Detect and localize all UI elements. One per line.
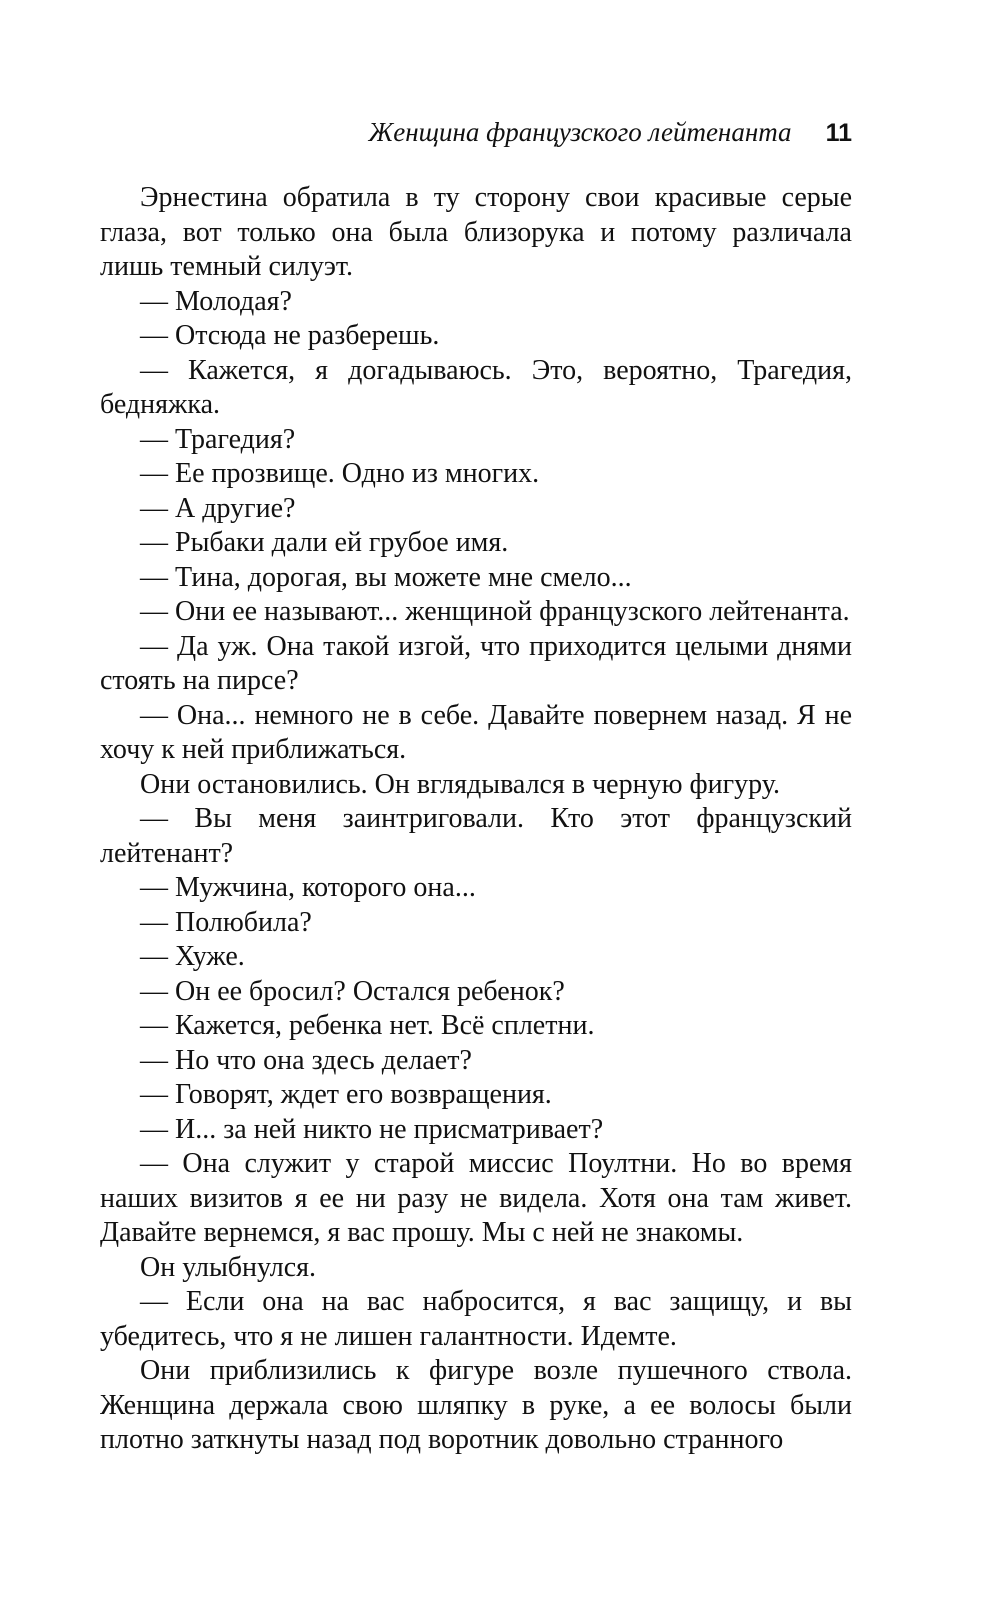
paragraph: — И... за ней никто не присматривает? <box>140 1113 604 1145</box>
paragraph: — Кажется, я догадываюсь. Это, вероятно, Трагедия, бедняжка. <box>100 354 852 420</box>
paragraph: — Да уж. Она такой изгой, что приходится целыми днями стоять на пирсе? <box>100 630 852 696</box>
paragraph: — Если она на вас набросится, я вас защищу, и вы убедитесь, что я не лишен галантности. Идемте. <box>100 1286 852 1352</box>
paragraph: Они остановились. Он вглядывался в черную фигуру. <box>140 768 780 800</box>
paragraph: — Они ее называют... женщиной французского лейтенанта. <box>140 596 850 627</box>
paragraph: — Трагедия? <box>140 423 296 455</box>
running-title: Женщина французского лейтенанта <box>368 117 792 147</box>
paragraph: — Молодая? <box>140 285 292 317</box>
paragraph: — Отсюда не разберешь. <box>140 320 440 351</box>
paragraph: — Ее прозвище. Одно из многих. <box>140 458 540 489</box>
paragraph: — Говорят, ждет его возвращения. <box>140 1079 552 1110</box>
paragraph: — Она служит у старой миссис Поултни. Но во время наших визитов я ее ни разу не видела. Хотя она там живет. Давайте вернемся, я вас прошу. Мы с ней не знакомы. <box>100 1148 852 1248</box>
paragraph: Они приблизились к фигуре возле пушечного ствола. Женщина держала свою шляпку в руке, а ее волосы были плотно заткнуты назад под воротник довольно странного <box>100 1355 852 1455</box>
paragraph: — Полюбила? <box>140 906 312 938</box>
paragraph: — Но что она здесь делает? <box>140 1044 472 1076</box>
page-number: 11 <box>825 119 852 147</box>
paragraph: Он улыбнулся. <box>140 1251 317 1283</box>
paragraph: — Рыбаки дали ей грубое имя. <box>140 527 509 558</box>
paragraph: — Вы меня заинтриговали. Кто этот французский лейтенант? <box>100 803 852 869</box>
paragraph: — Она... немного не в себе. Давайте повернем назад. Я не хочу к ней приближаться. <box>100 699 852 765</box>
running-head <box>100 112 852 152</box>
paragraph: — А другие? <box>140 492 296 524</box>
paragraph: Эрнестина обратила в ту сторону свои красивые серые глаза, вот только она была близорука и потому различала лишь темный силуэт. <box>100 182 852 282</box>
paragraph: — Он ее бросил? Остался ребенок? <box>140 975 565 1007</box>
paragraph: — Хуже. <box>140 941 245 972</box>
body-text <box>100 181 852 1458</box>
paragraph: — Тина, дорогая, вы можете мне смело... <box>140 561 632 593</box>
paragraph: — Мужчина, которого она... <box>140 872 476 903</box>
paragraph: — Кажется, ребенка нет. Всё сплетни. <box>140 1010 595 1041</box>
